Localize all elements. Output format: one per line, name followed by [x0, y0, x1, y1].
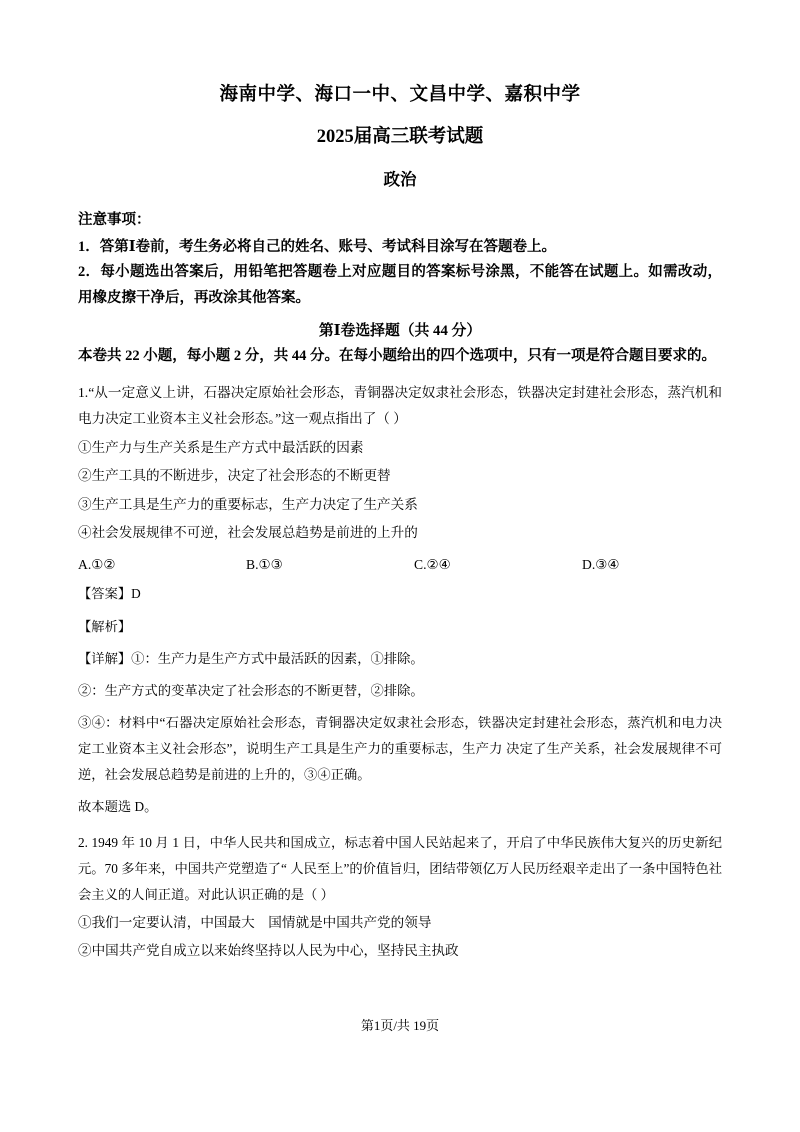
- question-1-detail-3: ③④：材料中“石器决定原始社会形态，青铜器决定奴隶社会形态，铁器决定封建社会形态，蒸汽机和电力决定工业资本主义社会形态”，说明生产工具是生产力的重要标志，生产力 决定了生产关系，社会发展规律不可逆，社会发展总趋势是前进的上升的，③④正确。: [78, 715, 722, 783]
- notice-item-2: 2．每小题选出答案后，用铅笔把答题卷上对应题目的答案标号涂黑，不能答在试题上。如需改动，用橡皮擦干净后，再改涂其他答案。: [78, 264, 722, 306]
- question-1-option-4: ④社会发展规律不可逆，社会发展总趋势是前进的上升的: [78, 525, 418, 540]
- question-1-detail-1: 【详解】①：生产力是生产方式中最活跃的因素，①排除。: [78, 651, 424, 667]
- document-content: [78, 80, 722, 965]
- question-1-detail-2: ②：生产方式的变革决定了社会形态的不断更替，②排除。: [78, 683, 424, 699]
- notice-item-1: 1．答第Ⅰ卷前，考生务必将自己的姓名、账号、考试科目涂写在答题卷上。: [78, 239, 557, 255]
- question-1-option-3: ③生产工具是生产力的重要标志，生产力决定了生产关系: [78, 496, 418, 512]
- question-1-option-1: ①生产力与生产关系是生产方式中最活跃的因素: [78, 439, 364, 455]
- question-1-choice-a[interactable]: A.①②: [78, 556, 116, 572]
- question-2-option-1: ①我们一定要认清，中国最大 国情就是中国共产党的领导: [78, 914, 432, 930]
- question-2-option-2: ②中国共产党自成立以来始终坚持以人民为中心，坚持民主执政: [78, 943, 459, 959]
- question-1-analysis-label: 【解析】: [78, 619, 132, 635]
- question-1-choice-d[interactable]: D.③④: [582, 556, 620, 572]
- question-1-choices: [78, 557, 722, 573]
- section-title: 第Ⅰ卷选择题（共 44 分）: [318, 323, 482, 340]
- question-2-stem: 2. 1949 年 10 月 1 日，中华人民共和国成立，标志着中国人民站起来了，开启了中华民族伟大复兴的历史新纪元。70 多年来，中国共产党塑造了“ 人民至上”的价值旨归，团结带领亿万人民历经艰辛走出了一条中国特色社会主义的人间正道。对此认识正确的是（ ）: [78, 834, 722, 902]
- question-1-choice-b[interactable]: B.①③: [246, 556, 283, 572]
- question-1-choice-c[interactable]: C.②④: [414, 556, 451, 572]
- page-footer: 第1页/共 19页: [360, 1018, 440, 1033]
- subject-title: 政治: [383, 170, 417, 189]
- section-description: 本卷共 22 小题，每小题 2 分，共 44 分。在每小题给出的四个选项中，只有一项是符合题目要求的。: [78, 348, 716, 365]
- question-1-answer: 【答案】D: [78, 585, 141, 601]
- notice-heading: 注意事项：: [78, 212, 151, 228]
- schools-title: 海南中学、海口一中、文昌中学、嘉积中学: [219, 85, 581, 105]
- question-1-option-2: ②生产工具的不断进步，决定了社会形态的不断更替: [78, 468, 391, 483]
- exam-title: 2025届高三联考试题: [316, 127, 484, 147]
- question-1-stem: 1.“从一定意义上讲，石器决定原始社会形态，青铜器决定奴隶社会形态，铁器决定封建社会形态，蒸汽机和电力决定工业资本主义社会形态。”这一观点指出了（ ）: [78, 384, 722, 426]
- question-1-detail-4: 故本题选 D。: [78, 798, 158, 814]
